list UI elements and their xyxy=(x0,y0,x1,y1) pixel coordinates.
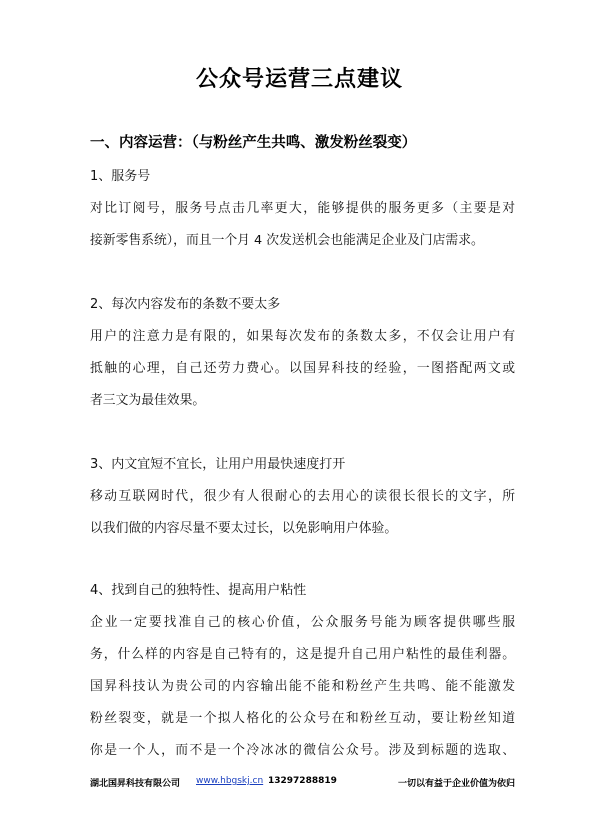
paragraph-line: 者三文为最佳效果。 xyxy=(90,393,206,408)
footer-website-link[interactable]: www.hbgskj.cn xyxy=(196,776,264,786)
paragraph-line: 用户的注意力是有限的，如果每次发布的条数太多，不仅会让用户有 xyxy=(90,329,515,344)
page-title: 公众号运营三点建议 xyxy=(195,67,403,92)
paragraph-line: 国昇科技认为贵公司的内容输出能不能和粉丝产生共鸣、能不能激发 xyxy=(90,679,515,694)
paragraph-line: 对比订阅号，服务号点击几率更大，能够提供的服务更多（主要是对 xyxy=(90,201,515,216)
paragraph-line: 移动互联网时代，很少有人很耐心的去用心的读很长很长的文字，所 xyxy=(90,489,515,504)
paragraph-line: 企业一定要找准自己的核心价值，公众服务号能为顾客提供哪些服 xyxy=(90,615,515,630)
paragraph-line: 接新零售系统），而且一个月 4 次发送机会也能满足企业及门店需求。 xyxy=(90,233,484,248)
page-footer xyxy=(90,776,515,792)
section-heading: 一、内容运营：（与粉丝产生共鸣、激发粉丝裂变） xyxy=(90,135,417,151)
paragraph-line: 粉丝裂变，就是一个拟人格化的公众号在和粉丝互动，要让粉丝知道 xyxy=(90,711,515,726)
footer-slogan: 一切以有益于企业价值为依归 xyxy=(397,779,515,789)
item-title-4: 4、找到自己的独特性、提高用户粘性 xyxy=(90,583,307,598)
footer-company: 湖北国昇科技有限公司 xyxy=(90,779,181,789)
paragraph-line: 以我们做的内容尽量不要太过长，以免影响用户体验。 xyxy=(90,521,398,536)
item-title-3: 3、内文宜短不宜长，让用户用最快速度打开 xyxy=(90,457,346,472)
paragraph-line: 抵触的心理，自己还劳力费心。以国昇科技的经验，一图搭配两文或 xyxy=(90,361,515,376)
footer-phone: 13297288819 xyxy=(268,776,337,786)
paragraph-line: 你是一个人，而不是一个冷冰冰的微信公众号。涉及到标题的选取、 xyxy=(90,743,515,758)
item-title-2: 2、每次内容发布的条数不要太多 xyxy=(90,297,281,312)
paragraph-line: 务，什么样的内容是自己特有的，这是提升自己用户粘性的最佳利器。 xyxy=(90,647,515,662)
item-title-1: 1、服务号 xyxy=(90,169,151,184)
